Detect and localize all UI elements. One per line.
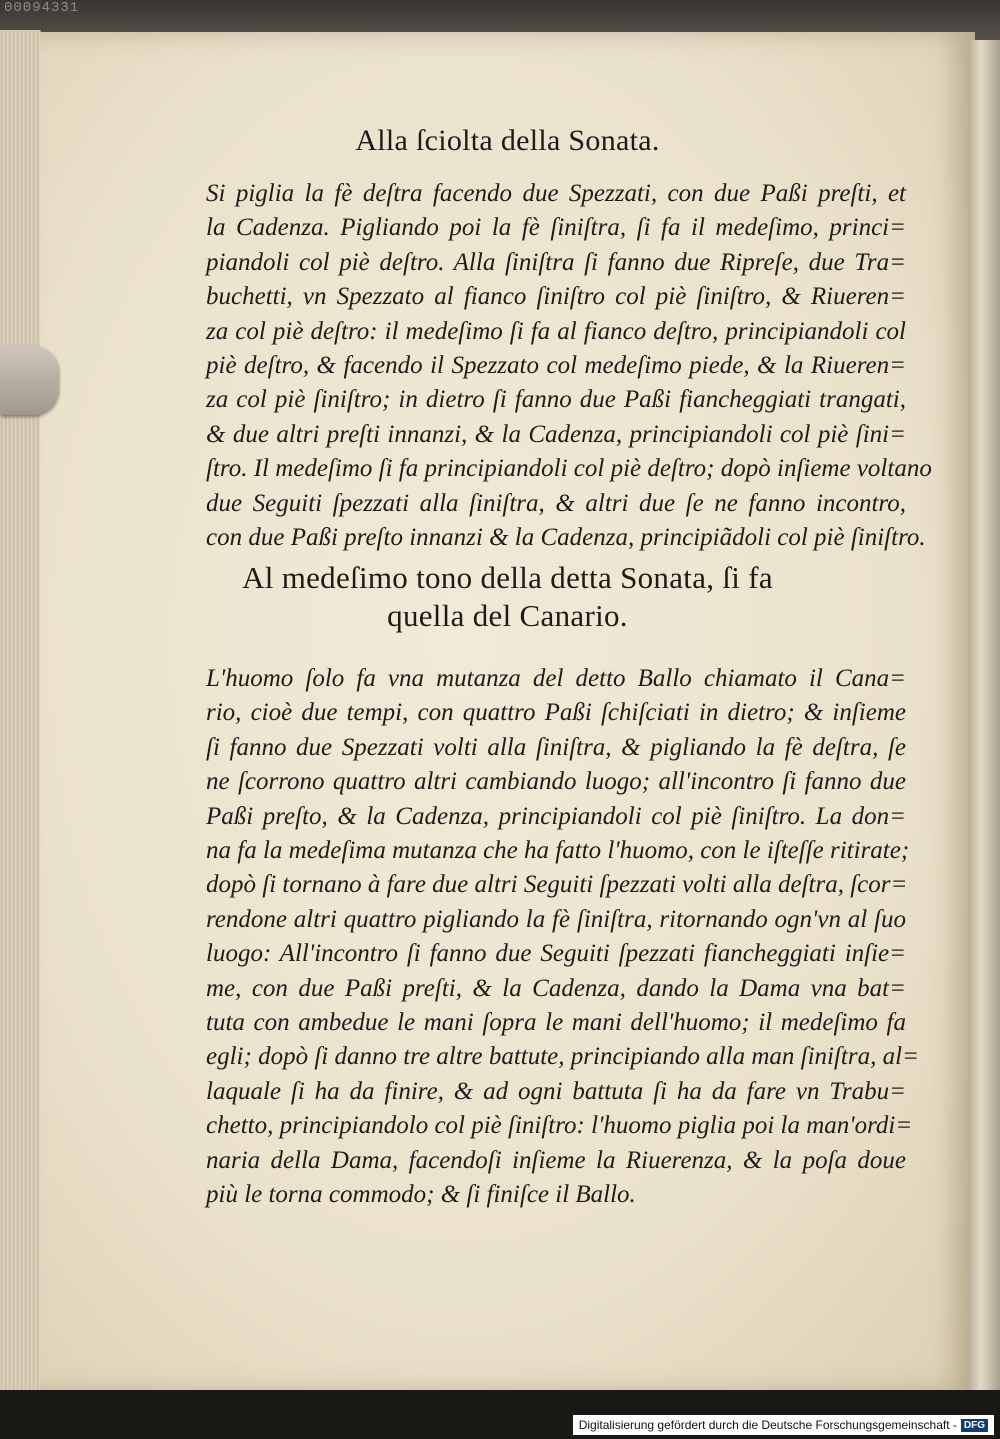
binding-edge — [968, 40, 1000, 1390]
text-line: L'huomo ſolo fa vna mutanza del detto Ballo chiamato il Cana= — [206, 665, 906, 692]
text-line: rio, cioè due tempi, con quattro Paßi ſchiſciati in dietro; & inſieme — [206, 699, 906, 727]
dfg-logo-icon: DFG — [961, 1419, 988, 1432]
text-line: rendone altri quattro pigliando la fè ſiniſtra, ritornando ogn'vn al ſuo — [206, 905, 906, 933]
text-line: chetto, principiandolo col piè ſiniſtro: l'huomo piglia poi la man'ordi= — [206, 1112, 913, 1140]
text-line: due Seguiti ſpezzati alla ſiniſtra, & altri due ſe ne fanno incontro, — [206, 489, 906, 517]
text-line: na fa la medeſima mutanza che ha fatto l'huomo, con le iſteſſe ritirate; — [206, 837, 910, 865]
dfg-credit — [573, 1415, 994, 1435]
text-line: ne ſcorrono quattro altri cambiando luogo; all'incontro ſi fanno due — [206, 768, 906, 796]
text-line: & due altri preſti innanzi, & la Cadenza, principiandoli col piè ſini= — [206, 420, 906, 448]
text-line: con due Paßi preſto innanzi & la Cadenza, principiãdoli col piè ſiniſtro. — [206, 524, 926, 552]
text-line: ſtro. Il medeſimo ſi fa principiandoli col piè deſtro; dopò inſieme voltano — [206, 455, 932, 483]
book-page — [40, 32, 975, 1392]
paragraph-sonata — [206, 177, 932, 555]
text-line: buchetti, vn Spezzato al fianco ſiniſtro col piè ſiniſtro, & Riueren= — [206, 283, 906, 311]
text-line: piandoli col piè deſtro. Alla ſiniſtra ſi fanno due Ripreſe, due Tra= — [206, 248, 906, 276]
section-heading-canario-line-1: Al medeſimo tono della detta Sonata, ſi fa — [242, 560, 773, 595]
text-line: più le torna commodo; & ſi finiſce il Ballo. — [206, 1181, 636, 1209]
text-line: egli; dopò ſi danno tre altre battute, principiando alla man ſiniſtra, al= — [206, 1043, 919, 1071]
text-line: me, con due Paßi preſti, & la Cadenza, dando la Dama vna bat= — [206, 974, 906, 1002]
text-line: Si piglia la fè deſtra facendo due Spezzati, con due Paßi preſti, et — [206, 180, 906, 207]
text-line: Paßi preſto, & la Cadenza, principiandoli col piè ſiniſtro. La don= — [206, 802, 906, 830]
text-line: za col piè ſiniſtro; in dietro ſi fanno due Paßi fiancheggiati trangati, — [206, 386, 906, 414]
text-line: ſi fanno due Spezzati volti alla ſiniſtra, & pigliando la fè deſtra, ſe — [206, 733, 906, 761]
section-heading-sonata: Alla ſciolta della Sonata. — [355, 124, 660, 157]
book-page-edges — [0, 30, 41, 1390]
text-line: naria della Dama, facendoſi inſieme la Riuerenza, & la poſa doue — [206, 1146, 906, 1174]
text-line: luogo: All'incontro ſi fanno due Seguiti ſpezzati fiancheggiati inſie= — [206, 940, 906, 968]
text-line: za col piè deſtro: il medeſimo ſi fa al fianco deſtro, principiandoli col — [206, 317, 906, 345]
shelf-mark: 00094331 — [4, 0, 80, 16]
text-line: la Cadenza. Pigliando poi la fè ſiniſtra, ſi fa il medeſimo, princi= — [206, 214, 906, 242]
credit-text: Digitalisierung gefördert durch die Deutsche Forschungsgemeinschaft - — [578, 1418, 957, 1432]
text-line: tuta con ambedue le mani ſopra le mani dell'huomo; il medeſimo fa — [206, 1009, 906, 1037]
text-line: laquale ſi ha da finire, & ad ogni battuta ſi ha da fare vn Trabu= — [206, 1077, 906, 1105]
text-line: dopò ſi tornano à fare due altri Seguiti ſpezzati volti alla deſtra, ſcor= — [206, 871, 908, 899]
section-heading-canario-line-2: quella del Canario. — [387, 598, 628, 633]
text-line: piè deſtro, & facendo il Spezzato col medeſimo piede, & la Riueren= — [206, 352, 906, 380]
book-clip — [0, 345, 58, 415]
paragraph-canario — [206, 662, 919, 1213]
